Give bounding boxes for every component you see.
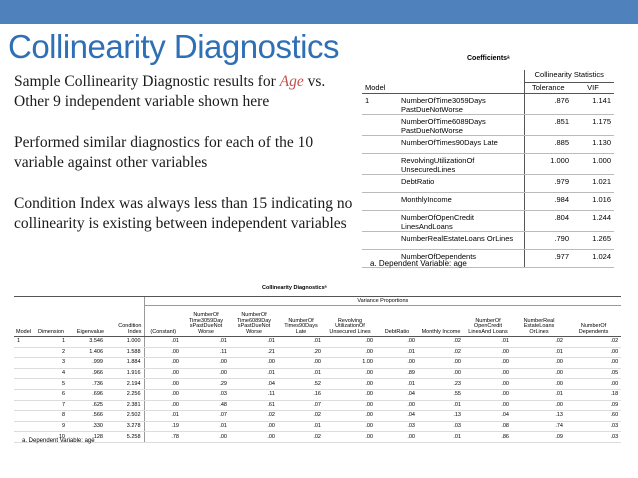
coefficients-variable-name: NumberOfTime3059Days PastDueNotWorse (398, 94, 524, 115)
diagnostics-cell: 8 (36, 411, 68, 422)
coefficients-header-model: Model (362, 83, 398, 94)
diagnostics-cell: .19 (144, 421, 182, 432)
diagnostics-cell: .00 (376, 400, 418, 411)
coefficients-row (362, 136, 614, 154)
diagnostics-cell: .00 (512, 368, 566, 379)
diagnostics-cell: 3 (36, 358, 68, 369)
coefficients-variable-name: NumberOfTimes90Days Late (398, 136, 524, 154)
diagnostics-header-cell: NumberReal EstateLoans OrLines (512, 306, 566, 337)
slide-top-bar (0, 0, 638, 24)
diagnostics-cell: .04 (464, 411, 512, 422)
diagnostics-cell: .02 (278, 411, 324, 422)
diagnostics-cell: .48 (182, 400, 230, 411)
diagnostics-cell: .00 (324, 400, 376, 411)
diagnostics-cell: 5.258 (106, 432, 144, 443)
diagnostics-header-cell: Dimension (36, 306, 68, 337)
diagnostics-cell: 1.916 (106, 368, 144, 379)
diagnostics-cell: .625 (68, 400, 106, 411)
diagnostics-table-title: Collinearity Diagnosticsᵃ (262, 285, 327, 291)
diagnostics-cell: .00 (324, 347, 376, 358)
diagnostics-row (14, 400, 621, 411)
diagnostics-header-cell: NumberOf Times90Days Late (278, 306, 324, 337)
diagnostics-cell: .03 (566, 432, 621, 443)
diagnostics-row (14, 358, 621, 369)
coefficients-tolerance: 1.000 (524, 154, 572, 175)
diagnostics-cell: .966 (68, 368, 106, 379)
coefficients-row (362, 94, 614, 115)
coefficients-tolerance: .977 (524, 250, 572, 268)
diagnostics-cell: .61 (230, 400, 278, 411)
coefficients-vif: 1.244 (572, 211, 614, 232)
diagnostics-header-cell: NumberOf Time6089Day sPastDueNot Worse (230, 306, 278, 337)
diagnostics-cell: .00 (464, 379, 512, 390)
diagnostics-cell: 2.256 (106, 389, 144, 400)
diagnostics-cell: .74 (512, 421, 566, 432)
diagnostics-cell: .23 (418, 379, 464, 390)
diagnostics-cell: .11 (182, 347, 230, 358)
diagnostics-cell: 4 (36, 368, 68, 379)
diagnostics-cell: .00 (464, 389, 512, 400)
paragraph-1: Sample Collinearity Diagnostic results for Age vs. Other 9 independent variable shown here (14, 73, 326, 110)
diagnostics-cell: .00 (324, 389, 376, 400)
diagnostics-row (14, 347, 621, 358)
coefficients-row (362, 175, 614, 193)
coefficients-vif: 1.024 (572, 250, 614, 268)
diagnostics-row (14, 337, 621, 348)
diagnostics-cell: .01 (376, 379, 418, 390)
diagnostics-header-cell: Revolving UtilizationOf Unsecured Lines (324, 306, 376, 337)
diagnostics-cell: .78 (144, 432, 182, 443)
diagnostics-cell: .01 (144, 337, 182, 348)
coefficients-table-title: Coefficientsᵃ (467, 55, 510, 62)
diagnostics-cell: .01 (278, 337, 324, 348)
coefficients-header-tolerance: Tolerance (524, 83, 572, 94)
diagnostics-cell: .03 (418, 421, 464, 432)
diagnostics-cell: .00 (376, 337, 418, 348)
diagnostics-cell: .01 (182, 337, 230, 348)
coefficients-row (362, 211, 614, 232)
coefficients-table (362, 70, 614, 268)
diagnostics-cell: .00 (230, 358, 278, 369)
diagnostics-cell: 1.000 (106, 337, 144, 348)
diagnostics-cell: .696 (68, 389, 106, 400)
slide-title: Collinearity Diagnostics (8, 28, 339, 65)
diagnostics-cell: .01 (144, 411, 182, 422)
diagnostics-row (14, 432, 621, 443)
diagnostics-table (14, 296, 621, 443)
diagnostics-cell: .00 (464, 400, 512, 411)
coefficients-vif: 1.130 (572, 136, 614, 154)
diagnostics-cell: .18 (566, 389, 621, 400)
coefficients-vif: 1.141 (572, 94, 614, 115)
diagnostics-cell: .01 (512, 347, 566, 358)
diagnostics-cell: .00 (566, 379, 621, 390)
coefficients-tolerance: .885 (524, 136, 572, 154)
diagnostics-cell: .00 (144, 389, 182, 400)
diagnostics-cell: .00 (324, 421, 376, 432)
diagnostics-cell: 10 (36, 432, 68, 443)
coefficients-row (362, 232, 614, 250)
diagnostics-header-cell: DebtRatio (376, 306, 418, 337)
diagnostics-cell: .00 (230, 432, 278, 443)
diagnostics-cell: .00 (324, 411, 376, 422)
diagnostics-header-cell: Model (14, 306, 36, 337)
diagnostics-header-cell: Monthly Income (418, 306, 464, 337)
diagnostics-cell: .01 (512, 389, 566, 400)
diagnostics-cell: 2.502 (106, 411, 144, 422)
diagnostics-cell: .02 (566, 337, 621, 348)
diagnostics-row (14, 368, 621, 379)
coefficients-variable-name: NumberOfDependents (398, 250, 524, 268)
diagnostics-cell: 1.588 (106, 347, 144, 358)
diagnostics-cell: .00 (144, 379, 182, 390)
diagnostics-cell: .02 (418, 347, 464, 358)
diagnostics-cell: .00 (464, 368, 512, 379)
diagnostics-cell: .01 (230, 337, 278, 348)
diagnostics-cell: .29 (182, 379, 230, 390)
coefficients-vif: 1.265 (572, 232, 614, 250)
diagnostics-cell: .08 (464, 421, 512, 432)
diagnostics-cell: .00 (464, 358, 512, 369)
diagnostics-header-cell: NumberOf Dependents (566, 306, 621, 337)
diagnostics-cell: .00 (182, 358, 230, 369)
diagnostics-cell: .04 (376, 411, 418, 422)
diagnostics-cell: .07 (182, 411, 230, 422)
coefficients-vif: 1.021 (572, 175, 614, 193)
diagnostics-cell: 1.884 (106, 358, 144, 369)
coefficients-variable-name: NumberOfTime6089Days PastDueNotWorse (398, 115, 524, 136)
diagnostics-cell: .00 (324, 379, 376, 390)
diagnostics-cell: 3.278 (106, 421, 144, 432)
diagnostics-cell: .01 (278, 368, 324, 379)
diagnostics-cell: .07 (278, 400, 324, 411)
highlight-age: Age (279, 73, 304, 90)
diagnostics-cell: 6 (36, 389, 68, 400)
diagnostics-cell: .55 (418, 389, 464, 400)
diagnostics-cell: 7 (36, 400, 68, 411)
diagnostics-cell: .00 (144, 347, 182, 358)
coefficients-variable-name: NumberOfOpenCredit LinesAndLoans (398, 211, 524, 232)
coefficients-vif: 1.000 (572, 154, 614, 175)
diagnostics-cell: .999 (68, 358, 106, 369)
diagnostics-cell: .00 (230, 421, 278, 432)
diagnostics-cell: .00 (566, 347, 621, 358)
coefficients-vif: 1.175 (572, 115, 614, 136)
diagnostics-cell: .01 (418, 432, 464, 443)
diagnostics-cell: .00 (278, 358, 324, 369)
diagnostics-cell: .330 (68, 421, 106, 432)
diagnostics-header-cell: Eigenvalue (68, 306, 106, 337)
coefficients-model-number: 1 (362, 94, 398, 115)
diagnostics-cell: .00 (376, 432, 418, 443)
diagnostics-cell: .00 (512, 358, 566, 369)
coefficients-tolerance: .851 (524, 115, 572, 136)
diagnostics-cell: .21 (230, 347, 278, 358)
diagnostics-cell: .09 (566, 400, 621, 411)
diagnostics-cell: .00 (324, 337, 376, 348)
diagnostics-cell: 1.00 (324, 358, 376, 369)
diagnostics-cell: 2 (36, 347, 68, 358)
diagnostics-cell: .00 (324, 432, 376, 443)
diagnostics-cell: 1.406 (68, 347, 106, 358)
diagnostics-cell: .00 (512, 379, 566, 390)
diagnostics-cell: .00 (324, 368, 376, 379)
diagnostics-row (14, 389, 621, 400)
coefficients-vif: 1.016 (572, 193, 614, 211)
coefficients-tolerance: .804 (524, 211, 572, 232)
diagnostics-cell: .00 (464, 347, 512, 358)
coefficients-tolerance: .876 (524, 94, 572, 115)
coefficients-variable-name: RevolvingUtilizationOf UnsecuredLines (398, 154, 524, 175)
diagnostics-cell: .00 (376, 358, 418, 369)
diagnostics-cell: .04 (230, 379, 278, 390)
coefficients-group-header: Collinearity Statistics (524, 70, 614, 83)
diagnostics-cell: .86 (464, 432, 512, 443)
diagnostics-cell: 2.194 (106, 379, 144, 390)
diagnostics-row (14, 379, 621, 390)
diagnostics-cell: 9 (36, 421, 68, 432)
diagnostics-cell: .60 (566, 411, 621, 422)
coefficients-header-vif: VIF (572, 83, 614, 94)
diagnostics-cell: .566 (68, 411, 106, 422)
diagnostics-model-number: 1 (14, 337, 36, 348)
diagnostics-cell: .05 (566, 368, 621, 379)
diagnostics-cell: .01 (230, 368, 278, 379)
diagnostics-header-cell: NumberOf Time3059Day sPastDueNot Worse (182, 306, 230, 337)
diagnostics-cell: .01 (182, 421, 230, 432)
diagnostics-cell: .736 (68, 379, 106, 390)
diagnostics-cell: .00 (182, 368, 230, 379)
diagnostics-cell: .16 (278, 389, 324, 400)
diagnostics-cell: .00 (182, 432, 230, 443)
diagnostics-cell: .52 (278, 379, 324, 390)
slide-body (14, 72, 354, 255)
diagnostics-cell: .00 (144, 358, 182, 369)
diagnostics-cell: .13 (512, 411, 566, 422)
diagnostics-cell: .00 (418, 358, 464, 369)
diagnostics-cell: 1 (36, 337, 68, 348)
diagnostics-cell: 5 (36, 379, 68, 390)
diagnostics-cell: .03 (566, 421, 621, 432)
diagnostics-cell: .00 (418, 368, 464, 379)
diagnostics-cell: .01 (278, 421, 324, 432)
diagnostics-cell: .128 (68, 432, 106, 443)
diagnostics-cell: 2.381 (106, 400, 144, 411)
diagnostics-cell: .89 (376, 368, 418, 379)
coefficients-row (362, 193, 614, 211)
coefficients-tolerance: .984 (524, 193, 572, 211)
diagnostics-cell: .03 (376, 421, 418, 432)
diagnostics-cell: .02 (418, 337, 464, 348)
diagnostics-cell: .01 (464, 337, 512, 348)
coefficients-tolerance: .790 (524, 232, 572, 250)
diagnostics-header-cell: (Constant) (144, 306, 182, 337)
diagnostics-cell: .00 (144, 400, 182, 411)
coefficients-tolerance: .979 (524, 175, 572, 193)
diagnostics-cell: .09 (512, 432, 566, 443)
diagnostics-cell: .00 (512, 400, 566, 411)
paragraph-3: Condition Index was always less than 15 indicating no collinearity is existing between independent variables (14, 195, 353, 232)
diagnostics-cell: .00 (144, 368, 182, 379)
diagnostics-footnote: a. Dependent Variable: age (22, 438, 95, 444)
diagnostics-cell: 3.546 (68, 337, 106, 348)
paragraph-2: Performed similar diagnostics for each of the 10 variable against other variables (14, 134, 314, 171)
diagnostics-cell: .02 (230, 411, 278, 422)
diagnostics-row (14, 421, 621, 432)
diagnostics-cell: .00 (566, 358, 621, 369)
diagnostics-cell: .01 (376, 347, 418, 358)
coefficients-row (362, 115, 614, 136)
diagnostics-header-cell: Condition Index (106, 306, 144, 337)
coefficients-variable-name: MonthlyIncome (398, 193, 524, 211)
diagnostics-cell: .02 (512, 337, 566, 348)
diagnostics-cell: .11 (230, 389, 278, 400)
diagnostics-cell: .20 (278, 347, 324, 358)
coefficients-variable-name: NumberRealEstateLoans OrLines (398, 232, 524, 250)
diagnostics-cell: .04 (376, 389, 418, 400)
diagnostics-cell: .01 (418, 400, 464, 411)
diagnostics-cell: .13 (418, 411, 464, 422)
variance-proportions-header: Variance Proportions (144, 297, 621, 306)
diagnostics-header-cell: NumberOf OpenCredit LinesAnd Loans (464, 306, 512, 337)
diagnostics-cell: .03 (182, 389, 230, 400)
coefficients-variable-name: DebtRatio (398, 175, 524, 193)
diagnostics-cell: .02 (278, 432, 324, 443)
coefficients-footnote: a. Dependent Variable: age (370, 259, 467, 268)
coefficients-row (362, 154, 614, 175)
diagnostics-row (14, 411, 621, 422)
